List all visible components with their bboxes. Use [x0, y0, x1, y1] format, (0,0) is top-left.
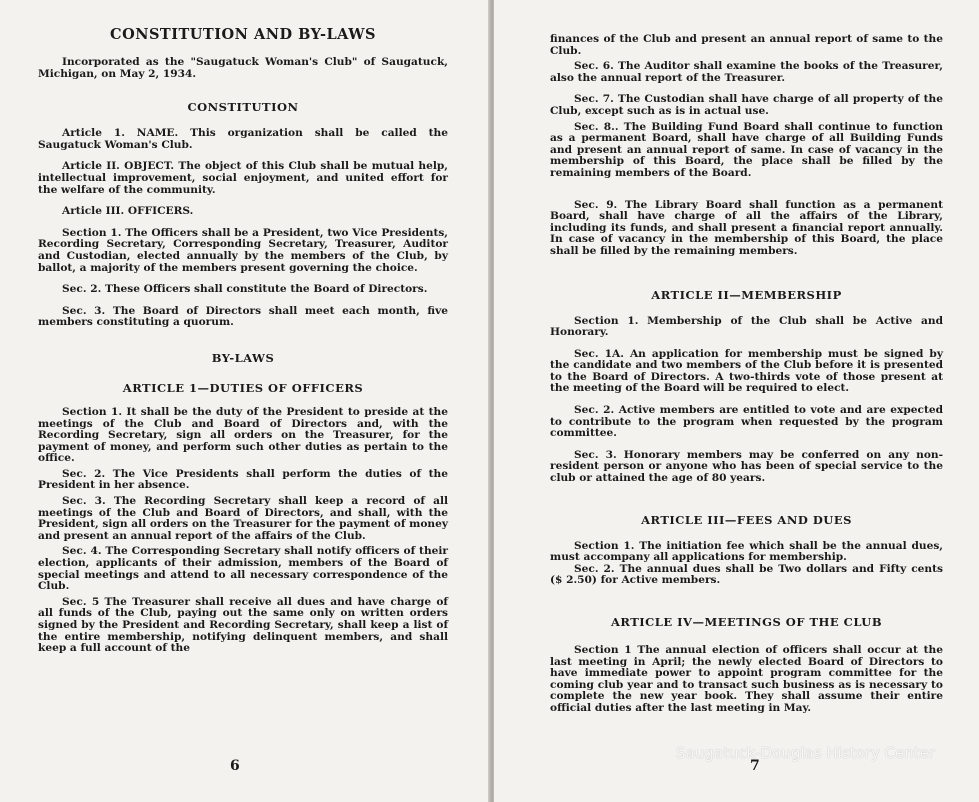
constitution-article-2: Article II. OBJECT. The object of this Club shall be mutual help, intellectual improvement, social enjoyment, and united effort for the welfare of the community. — [38, 160, 448, 196]
membership-section-3: Sec. 3. Honorary members may be conferred on any non-resident person or anyone who has been of special service to the club or attained the age of 80 years. — [550, 448, 943, 485]
constitution-article-3-section-3: Sec. 3. The Board of Directors shall meet each month, five members constituting a quorum. — [38, 304, 448, 329]
constitution-article-3-section-2: Sec. 2. These Officers shall constitute the Board of Directors. — [62, 283, 428, 296]
watermark-text: Saugatuck-Douglas History Center — [676, 744, 935, 762]
article-2-heading: ARTICLE II—MEMBERSHIP — [651, 287, 842, 302]
article-4-heading: ARTICLE IV—MEETINGS OF THE CLUB — [610, 615, 883, 629]
bylaws-heading: BY-LAWS — [211, 350, 275, 365]
treasurer-continuation: finances of the Club and present an annual report of same to the Club. — [550, 33, 943, 57]
bylaws-article-1-heading: ARTICLE 1—DUTIES OF OFFICERS — [122, 380, 364, 395]
constitution-heading: CONSTITUTION — [187, 100, 299, 115]
bylaws-section-7: Sec. 7. The Custodian shall have charge of all property of the Club, except such as is in actual use. — [550, 93, 943, 117]
constitution-article-3-heading: Article III. OFFICERS. — [62, 205, 194, 218]
bylaws-section-4: Sec. 4. The Corresponding Secretary shall notify officers of their election, applicants of their admission, members of the Board of special meetings and attend to all necessary correspondence of the Club. — [38, 545, 448, 593]
article-3-heading: ARTICLE III—FEES AND DUES — [641, 512, 852, 527]
constitution-article-1: Article 1. NAME. This organization shall be called the Saugatuck Woman's Club. — [38, 127, 448, 151]
bylaws-section-9: Sec. 9. The Library Board shall function as a permanent Board, shall have charge of all the affairs of the Library, including its funds, and shall present a financial report annually. In case of vacancy in the membership of this Board, the place shall be filled by the remaining members. — [550, 198, 943, 257]
meetings-section-1: Section 1 The annual election of officers shall occur at the last meeting in April; the newly elected Board of Directors to have immediate power to appoint program committee for the coming club year and to transact such business as is necessary to complete the new year book. They shall assume their entire official duties after the last meeting in May. — [550, 644, 943, 714]
page-number-left: 6 — [230, 758, 240, 774]
right-page — [494, 0, 979, 802]
bylaws-section-2: Sec. 2. The Vice Presidents shall perform the duties of the President in her absence. — [38, 467, 448, 492]
bylaws-section-8: Sec. 8.. The Building Fund Board shall continue to function as a permanent Board, shall have charge of all Building Funds and present an annual report of same. In case of vacancy in the membership of this Board, the place shall be filled by the remaining members of the Board. — [550, 120, 943, 179]
bylaws-section-6: Sec. 6. The Auditor shall examine the books of the Treasurer, also the annual report of the Treasurer. — [550, 60, 943, 84]
page-number-right: 7 — [750, 758, 760, 774]
membership-section-2: Sec. 2. Active members are entitled to vote and are expected to contribute to the program when requested by the program committee. — [550, 404, 943, 440]
bylaws-section-5: Sec. 5 The Treasurer shall receive all dues and have charge of all funds of the Club, paying out the same only on written orders signed by the President and Recording Secretary, shall keep a list of the entire membership, notifying delinquent members, and shall keep a full account of the — [38, 595, 448, 655]
fees-section-1: Section 1. The initiation fee which shall be the annual dues, must accompany all applications for membership. — [550, 539, 943, 564]
incorporation-text: Incorporated as the "Saugatuck Woman's Club" of Saugatuck, Michigan, on May 2, 1934. — [38, 56, 448, 80]
page-title: CONSTITUTION AND BY-LAWS — [110, 26, 376, 43]
constitution-article-3-section-1: Section 1. The Officers shall be a President, two Vice Presidents, Recording Secretary, Corresponding Secretary, Treasurer, Auditor and Custodian, elected annually by the members of the Club, by ballot, a majority of the members present governing the choice. — [38, 226, 448, 274]
fees-section-2: Sec. 2. The annual dues shall be Two dollars and Fifty cents ($ 2.50) for Active members. — [550, 562, 943, 587]
membership-section-1: Section 1. Membership of the Club shall be Active and Honorary. — [550, 314, 943, 339]
bylaws-section-1: Section 1. It shall be the duty of the President to preside at the meetings of the Club and Board of Directors and, with the Recording Secretary, sign all orders on the Treasurer, for the payment of money, and perform such other duties as pertain to the office. — [38, 405, 448, 465]
membership-section-1a: Sec. 1A. An application for membership must be signed by the candidate and two members of the Club before it is presented to the Board of Directors. A two-thirds vote of those present at the meeting of the Board will be required to elect. — [550, 347, 943, 395]
bylaws-section-3: Sec. 3. The Recording Secretary shall keep a record of all meetings of the Club and Board of Directors, and shall, with the President, sign all orders on the Treasurer for the payment of money and present an annual report of the affairs of the Club. — [38, 495, 448, 542]
